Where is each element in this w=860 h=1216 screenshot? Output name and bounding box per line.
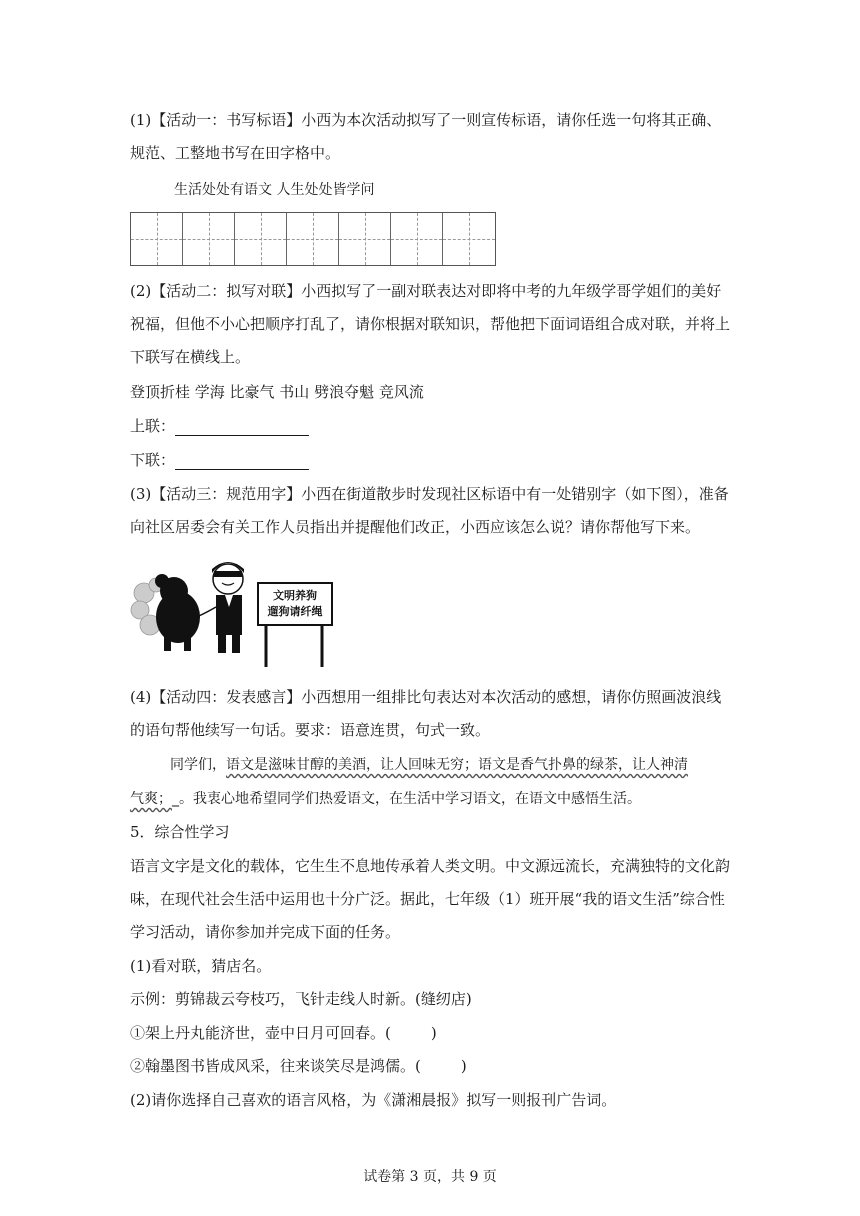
grid-cell[interactable] [235,213,287,265]
q4-rest: 。我衷心地希望同学们热爱语文，在生活中学习语文，在语文中感悟生活。 [179,791,641,807]
q5-item2 [130,1056,467,1076]
q5-title: 5．综合性学习 [130,823,230,841]
grid-cell[interactable] [183,213,235,265]
q4-passage-line2 [130,789,641,809]
dog-figure [155,574,200,651]
lower-couplet-blank[interactable] [175,453,309,470]
q1-line2: 规范、工整地书写在田字格中。 [130,144,341,162]
upper-couplet-row [130,416,309,436]
item2-close-paren: ) [460,1057,467,1075]
grid-cell[interactable] [443,213,495,265]
q4-passage-line1 [170,755,688,775]
q1-line1: (1)【活动一：书写标语】小西为本次活动拟写了一则宣传标语，请你任选一句将其正确、 [130,111,722,129]
q3-line2: 向社区居委会有关工作人员指出并提醒他们改正，小西应该怎么说？请你帮他写下来。 [130,518,701,536]
slogan: 生活处处有语文 人生处处皆学问 [174,182,375,198]
q2-words: 登顶折桂 学海 比豪气 书山 劈浪夺魁 竞风流 [130,383,424,401]
sign-illustration [130,555,340,670]
item1-close-paren: ) [430,1024,437,1042]
grid-cell[interactable] [287,213,339,265]
grid-cell[interactable] [339,213,391,265]
q2-line3: 下联写在横线上。 [130,348,251,366]
q2-line2: 祝福，但他不小心把顺序打乱了，请你根据对联知识，帮他把下面词语组合成对联，并将上 [130,315,731,333]
lower-couplet-row [130,450,309,470]
q5-example: 示例：剪锦裁云夸枝巧，飞针走线人时新。(缝纫店) [130,990,472,1008]
q4-line1: (4)【活动四：发表感言】小西想用一组排比句表达对本次活动的感想，请你仿照画波浪线 [130,688,722,706]
tianzige-grid[interactable] [130,212,496,266]
upper-label: 上联： [130,417,176,435]
grid-cell[interactable] [131,213,183,265]
answer-blank[interactable]: _ [172,791,179,807]
q3-line1: (3)【活动三：规范用字】小西在街道散步时发现社区标语中有一处错别字（如下图），准备 [130,485,729,503]
sign-text-line2: 遛狗请纤绳 [267,605,323,618]
q5-intro3: 学习活动，请你参加并完成下面的任务。 [130,923,401,941]
item2-text: ②翰墨图书皆成风采，往来谈笑尽是鸿儒。( [130,1057,421,1075]
wavy-sentence-2: 气爽； [130,791,172,807]
upper-couplet-blank[interactable] [175,419,309,436]
q2-line1: (2)【活动二：拟写对联】小西拟写了一副对联表达对即将中考的九年级学哥学姐们的美好 [130,282,722,300]
q4-line2: 的语句帮他续写一句话。要求：语意连贯，句式一致。 [130,721,491,739]
q5-sub1: (1)看对联，猜店名。 [130,957,272,975]
man-figure [196,562,244,653]
item1-text: ①架上丹丸能济世，壶中日月可回春。( [130,1024,391,1042]
grid-cell[interactable] [391,213,443,265]
wavy-sentence-1: 语文是滋味甘醇的美酒，让人回味无穷；语文是香气扑鼻的绿茶，让人神清 [226,757,688,773]
q5-intro1: 语言文字是文化的载体，它生生不息地传承着人类文明。中文源远流长，充满独特的文化韵 [130,857,731,875]
q4-prefix: 同学们， [170,757,226,773]
q5-sub2: (2)请你选择自己喜欢的语言风格，为《潇湘晨报》拟写一则报刊广告词。 [130,1091,617,1109]
q5-intro2: 味，在现代社会生活中运用也十分广泛。据此，七年级（1）班开展“我的语文生活”综合性 [130,890,725,908]
street-sign [258,583,332,667]
q5-item1 [130,1023,437,1043]
lower-label: 下联： [130,451,176,469]
sign-text-line1: 文明养狗 [273,589,317,602]
page-footer: 试卷第 3 页，共 9 页 [363,1169,497,1185]
